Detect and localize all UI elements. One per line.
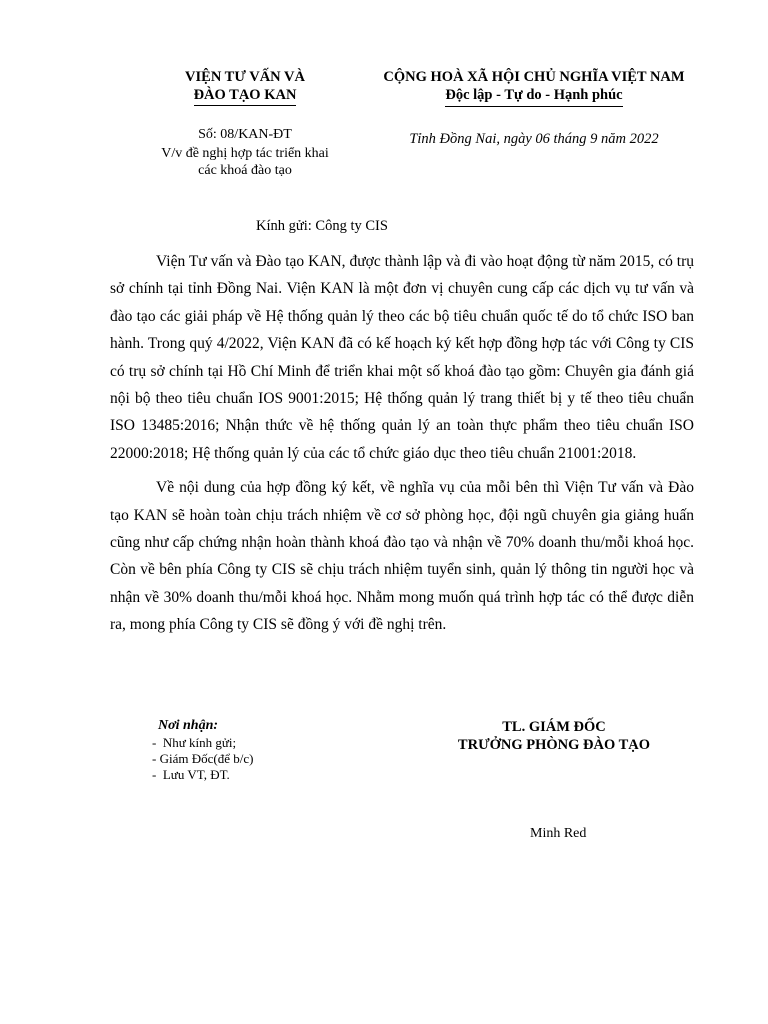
place-date: Tỉnh Đồng Nai, ngày 06 tháng 9 năm 2022 (409, 131, 659, 147)
recipient-item: - Như kính gửi; (152, 735, 237, 750)
body-paragraph-2: Về nội dung của hợp đồng ký kết, về nghĩa vụ của mỗi bên thì Viện Tư vấn và Đào tạo KAN sẽ hoàn toàn chịu trách nhiệm về cơ sở phòng học, đội ngũ chuyên gia giảng huấn cũng như cấp chứng nhận hoàn thành khoá đào tạo và nhận về 70% doanh thu/mỗi khoá học. Còn về bên phía Công ty CIS sẽ chịu trách nhiệm tuyển sinh, quản lý thông tin người học và nhận về 30% doanh thu/mỗi khoá học. Nhằm mong muốn quá trình hợp tác có thể được diễn ra, mong phía Công ty CIS sẽ đồng ý với đề nghị trên. (110, 479, 694, 634)
subject-line2: các khoá đào tạo (198, 163, 292, 178)
subject-line1: V/v đề nghị hợp tác triển khai (161, 146, 329, 161)
document-number: Số: 08/KAN-ĐT (198, 127, 292, 142)
nation-title: CỘNG HOÀ XÃ HỘI CHỦ NGHĨA VIỆT NAM (383, 69, 685, 85)
recipient-line: Kính gửi: Công ty CIS (256, 218, 388, 234)
recipient-item: - Giám Đốc(để b/c) (152, 751, 254, 766)
letter-body (110, 248, 694, 639)
signature-title-line1: TL. GIÁM ĐỐC (502, 719, 606, 735)
body-paragraph-1: Viện Tư vấn và Đào tạo KAN, được thành lập và đi vào hoạt động từ năm 2015, có trụ sở chính tại tỉnh Đồng Nai. Viện KAN là một đơn vị chuyên cung cấp các dịch vụ tư vấn và đào tạo các giải pháp về Hệ thống quản lý theo các bộ tiêu chuẩn quốc tế do tổ chức ISO ban hành. Trong quý 4/2022, Viện KAN đã có kế hoạch ký kết hợp đồng hợp tác với Công ty CIS có trụ sở chính tại Hồ Chí Minh để triển khai một số khoá đào tạo gồm: Chuyên gia đánh giá nội bộ theo tiêu chuẩn IOS 9001:2015; Hệ thống quản lý trang thiết bị y tế theo tiêu chuẩn ISO 13485:2016; Nhận thức về hệ thống quản lý an toàn thực phẩm theo tiêu chuẩn ISO 22000:2018; Hệ thống quản lý của các tổ chức giáo dục theo tiêu chuẩn 21001:2018. (110, 253, 694, 462)
signature-title-line2: TRƯỞNG PHÒNG ĐÀO TẠO (457, 737, 651, 753)
national-motto: Độc lập - Tự do - Hạnh phúc (445, 86, 622, 107)
document-subject (150, 145, 340, 179)
recipient-item: - Lưu VT, ĐT. (152, 767, 230, 782)
signature-block (436, 718, 672, 754)
issuer-name-line2: ĐÀO TẠO KAN (194, 86, 297, 106)
national-header (366, 68, 702, 148)
signer-name: Minh Red (530, 826, 587, 841)
issuer-header (150, 68, 340, 179)
issuer-name-line1: VIỆN TƯ VẤN VÀ (185, 69, 305, 85)
recipients-title: Nơi nhận: (158, 718, 219, 733)
recipients-list (152, 718, 253, 783)
